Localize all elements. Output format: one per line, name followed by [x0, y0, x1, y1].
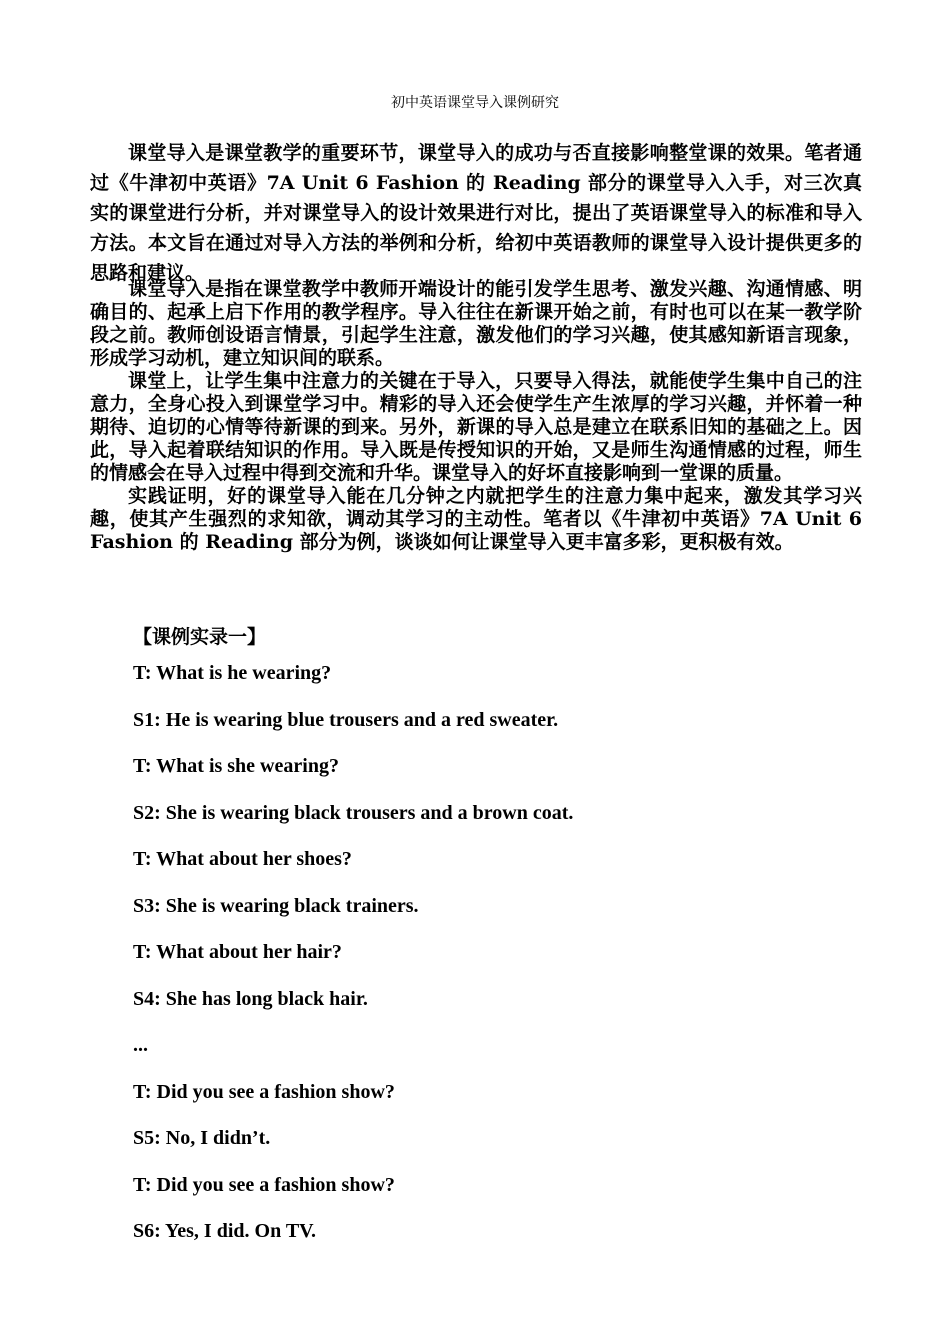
dialogue-line: T: What is he wearing? [133, 662, 332, 684]
dialogue-line: ... [133, 1034, 148, 1056]
dialogue-line: S3: She is wearing black trainers. [133, 894, 419, 917]
dialogue-line: T: Did you see a fashion show? [133, 1080, 395, 1103]
dialogue-line: T: What about her hair? [133, 941, 342, 963]
dialogue-line: T: What about her shoes? [133, 848, 352, 870]
dialogue-line: T: What is she wearing? [133, 755, 339, 777]
dialogue-line: S4: She has long black hair. [133, 987, 368, 1010]
dialogue [133, 660, 853, 1265]
page-header: 初中英语课堂导入课例研究 [391, 95, 559, 111]
paragraph: 课堂导入是课堂教学的重要环节，课堂导入的成功与否直接影响整堂课的效果。笔者通过《牛津初中英语》7A Unit 6 Fashion 的 Reading 部分的课堂导入入手，对三次真实的课堂进行分析，并对课堂导入的设计效果进行对比，提出了英语课堂导入的标准和导入方法。本文旨在通过对导入方法的举例和分析，给初中英语教师的课堂导入设计提供更多的思路和建议。 [90, 142, 862, 284]
case-label: 【课例实录一】 [133, 626, 267, 648]
dialogue-line: T: Did you see a fashion show? [133, 1173, 395, 1196]
body-text [90, 138, 862, 288]
dialogue-line: S2: She is wearing black trousers and a brown coat. [133, 801, 574, 824]
dialogue-line: S5: No, I didn’t. [133, 1127, 271, 1149]
body-text [90, 278, 862, 554]
paragraph: 课堂导入是指在课堂教学中教师开端设计的能引发学生思考、激发兴趣、沟通情感、明确目的、起承上启下作用的教学程序。导入往往在新课开始之前，有时也可以在某一教学阶段之前。教师创设语言情景，引起学生注意，激发他们的学习兴趣，使其感知新语言现象，形成学习动机，建立知识间的联系。 [90, 278, 862, 369]
paragraph: 课堂上，让学生集中注意力的关键在于导入，只要导入得法，就能使学生集中自己的注意力，全身心投入到课堂学习中。精彩的导入还会使学生产生浓厚的学习兴趣，并怀着一种期待、迫切的心情等待新课的到来。另外，新课的导入总是建立在联系旧知的基础之上。因此，导入起着联结知识的作用。导入既是传授知识的开始，又是师生沟通情感的过程，师生的情感会在导入过程中得到交流和升华。课堂导入的好坏直接影响到一堂课的质量。 [90, 370, 862, 484]
paragraph: 实践证明，好的课堂导入能在几分钟之内就把学生的注意力集中起来，激发其学习兴趣，使其产生强烈的求知欲，调动其学习的主动性。笔者以《牛津初中英语》7A Unit 6 Fashion 的 Reading 部分为例，谈谈如何让课堂导入更丰富多彩，更积极有效。 [90, 485, 862, 553]
dialogue-line: S6: Yes, I did. On TV. [133, 1220, 317, 1242]
dialogue-line: S1: He is wearing blue trousers and a red sweater. [133, 708, 559, 731]
